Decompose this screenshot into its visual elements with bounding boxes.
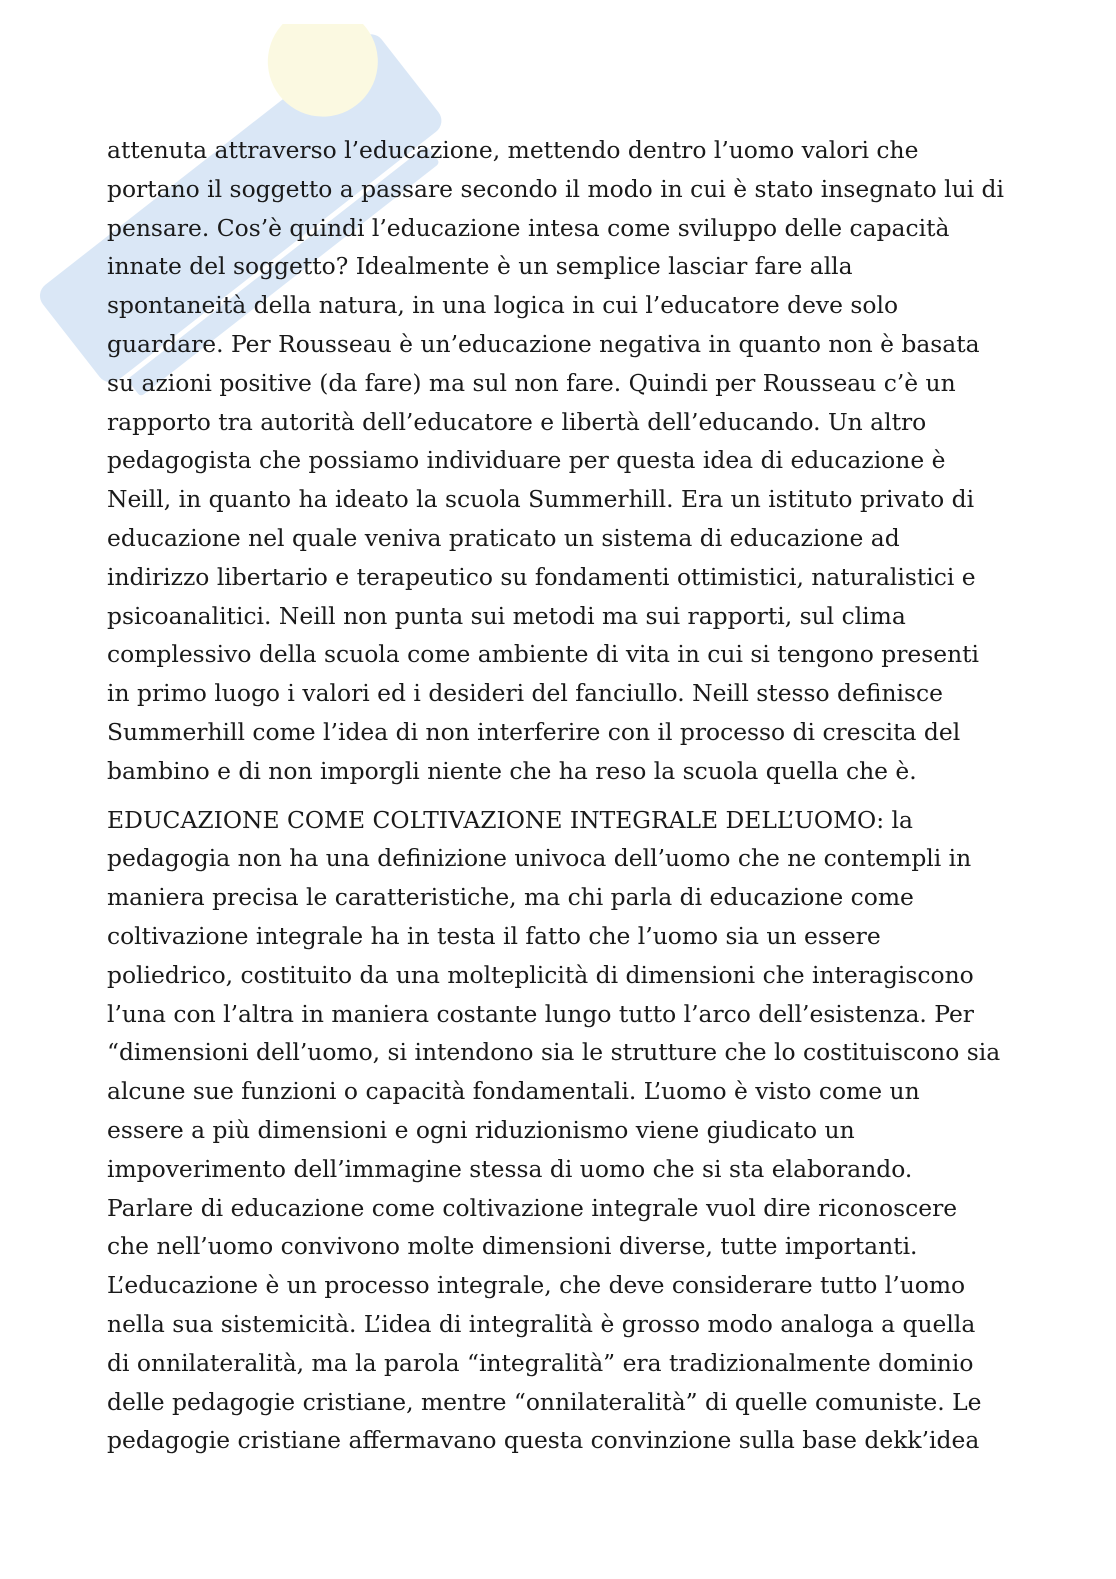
text-line: complessivo della scuola come ambiente di vita in cui si tengono presenti <box>107 640 980 669</box>
text-line: di onnilateralità, ma la parola “integralità” era tradizionalmente dominio <box>107 1348 974 1377</box>
section-heading-line: EDUCAZIONE COME COLTIVAZIONE INTEGRALE DELL’UOMO: la <box>107 805 913 834</box>
paragraph-gap <box>107 791 1027 801</box>
text-line: delle pedagogie cristiane, mentre “onnilateralità” di quelle comuniste. Le <box>107 1387 982 1416</box>
text-line: pensare. Cos’è quindi l’educazione intesa come sviluppo delle capacità <box>107 213 950 242</box>
text-line: Parlare di educazione come coltivazione integrale vuol dire riconoscere <box>107 1193 958 1222</box>
text-line: indirizzo libertario e terapeutico su fondamenti ottimistici, naturalistici e <box>107 562 976 591</box>
text-line: educazione nel quale veniva praticato un sistema di educazione ad <box>107 523 900 552</box>
text-line: maniera precisa le caratteristiche, ma chi parla di educazione come <box>107 883 914 912</box>
text-line: alcune sue funzioni o capacità fondamentali. L’uomo è visto come un <box>107 1077 920 1106</box>
text-line: bambino e di non imporgli niente che ha reso la scuola quella che è. <box>107 756 917 785</box>
text-line: rapporto tra autorità dell’educatore e libertà dell’educando. Un altro <box>107 407 927 436</box>
text-line: impoverimento dell’immagine stessa di uomo che si sta elaborando. <box>107 1154 913 1183</box>
text-line: pedagogie cristiane affermavano questa convinzione sulla base dekk’idea <box>107 1426 980 1455</box>
text-line: psicoanalitici. Neill non punta sui metodi ma sui rapporti, sul clima <box>107 601 906 630</box>
text-line: su azioni positive (da fare) ma sul non fare. Quindi per Rousseau c’è un <box>107 368 956 397</box>
text-line: spontaneità della natura, in una logica in cui l’educatore deve solo <box>107 291 899 320</box>
text-line: in primo luogo i valori ed i desideri del fanciullo. Neill stesso definisce <box>107 679 943 708</box>
text-line: “dimensioni dell’uomo, si intendono sia le strutture che lo costituiscono sia <box>107 1038 1001 1067</box>
paragraph-1 <box>107 131 1027 791</box>
text-line: portano il soggetto a passare secondo il modo in cui è stato insegnato lui di <box>107 174 1005 203</box>
text-line: L’educazione è un processo integrale, che deve considerare tutto l’uomo <box>107 1271 966 1300</box>
paragraph-2 <box>107 801 1027 1461</box>
text-line: essere a più dimensioni e ogni riduzionismo viene giudicato un <box>107 1115 855 1144</box>
text-line: pedagogia non ha una definizione univoca dell’uomo che ne contempli in <box>107 844 972 873</box>
text-line: attenuta attraverso l’educazione, mettendo dentro l’uomo valori che <box>107 136 919 164</box>
text-line: l’una con l’altra in maniera costante lungo tutto l’arco dell’esistenza. Per <box>107 999 974 1028</box>
text-line: guardare. Per Rousseau è un’educazione negativa in quanto non è basata <box>107 329 980 358</box>
text-line: nella sua sistemicità. L’idea di integralità è grosso modo analoga a quella <box>107 1309 976 1338</box>
text-line: Summerhill come l’idea di non interferire con il processo di crescita del <box>107 717 961 746</box>
document-body <box>107 131 1027 1460</box>
text-line: che nell’uomo convivono molte dimensioni diverse, tutte importanti. <box>107 1232 918 1261</box>
text-line: coltivazione integrale ha in testa il fatto che l’uomo sia un essere <box>107 921 881 950</box>
text-line: innate del soggetto? Idealmente è un semplice lasciar fare alla <box>107 252 853 281</box>
text-line: poliedrico, costituito da una molteplicità di dimensioni che interagiscono <box>107 960 974 989</box>
text-line: Neill, in quanto ha ideato la scuola Summerhill. Era un istituto privato di <box>107 485 975 514</box>
text-line: pedagogista che possiamo individuare per questa idea di educazione è <box>107 446 946 475</box>
